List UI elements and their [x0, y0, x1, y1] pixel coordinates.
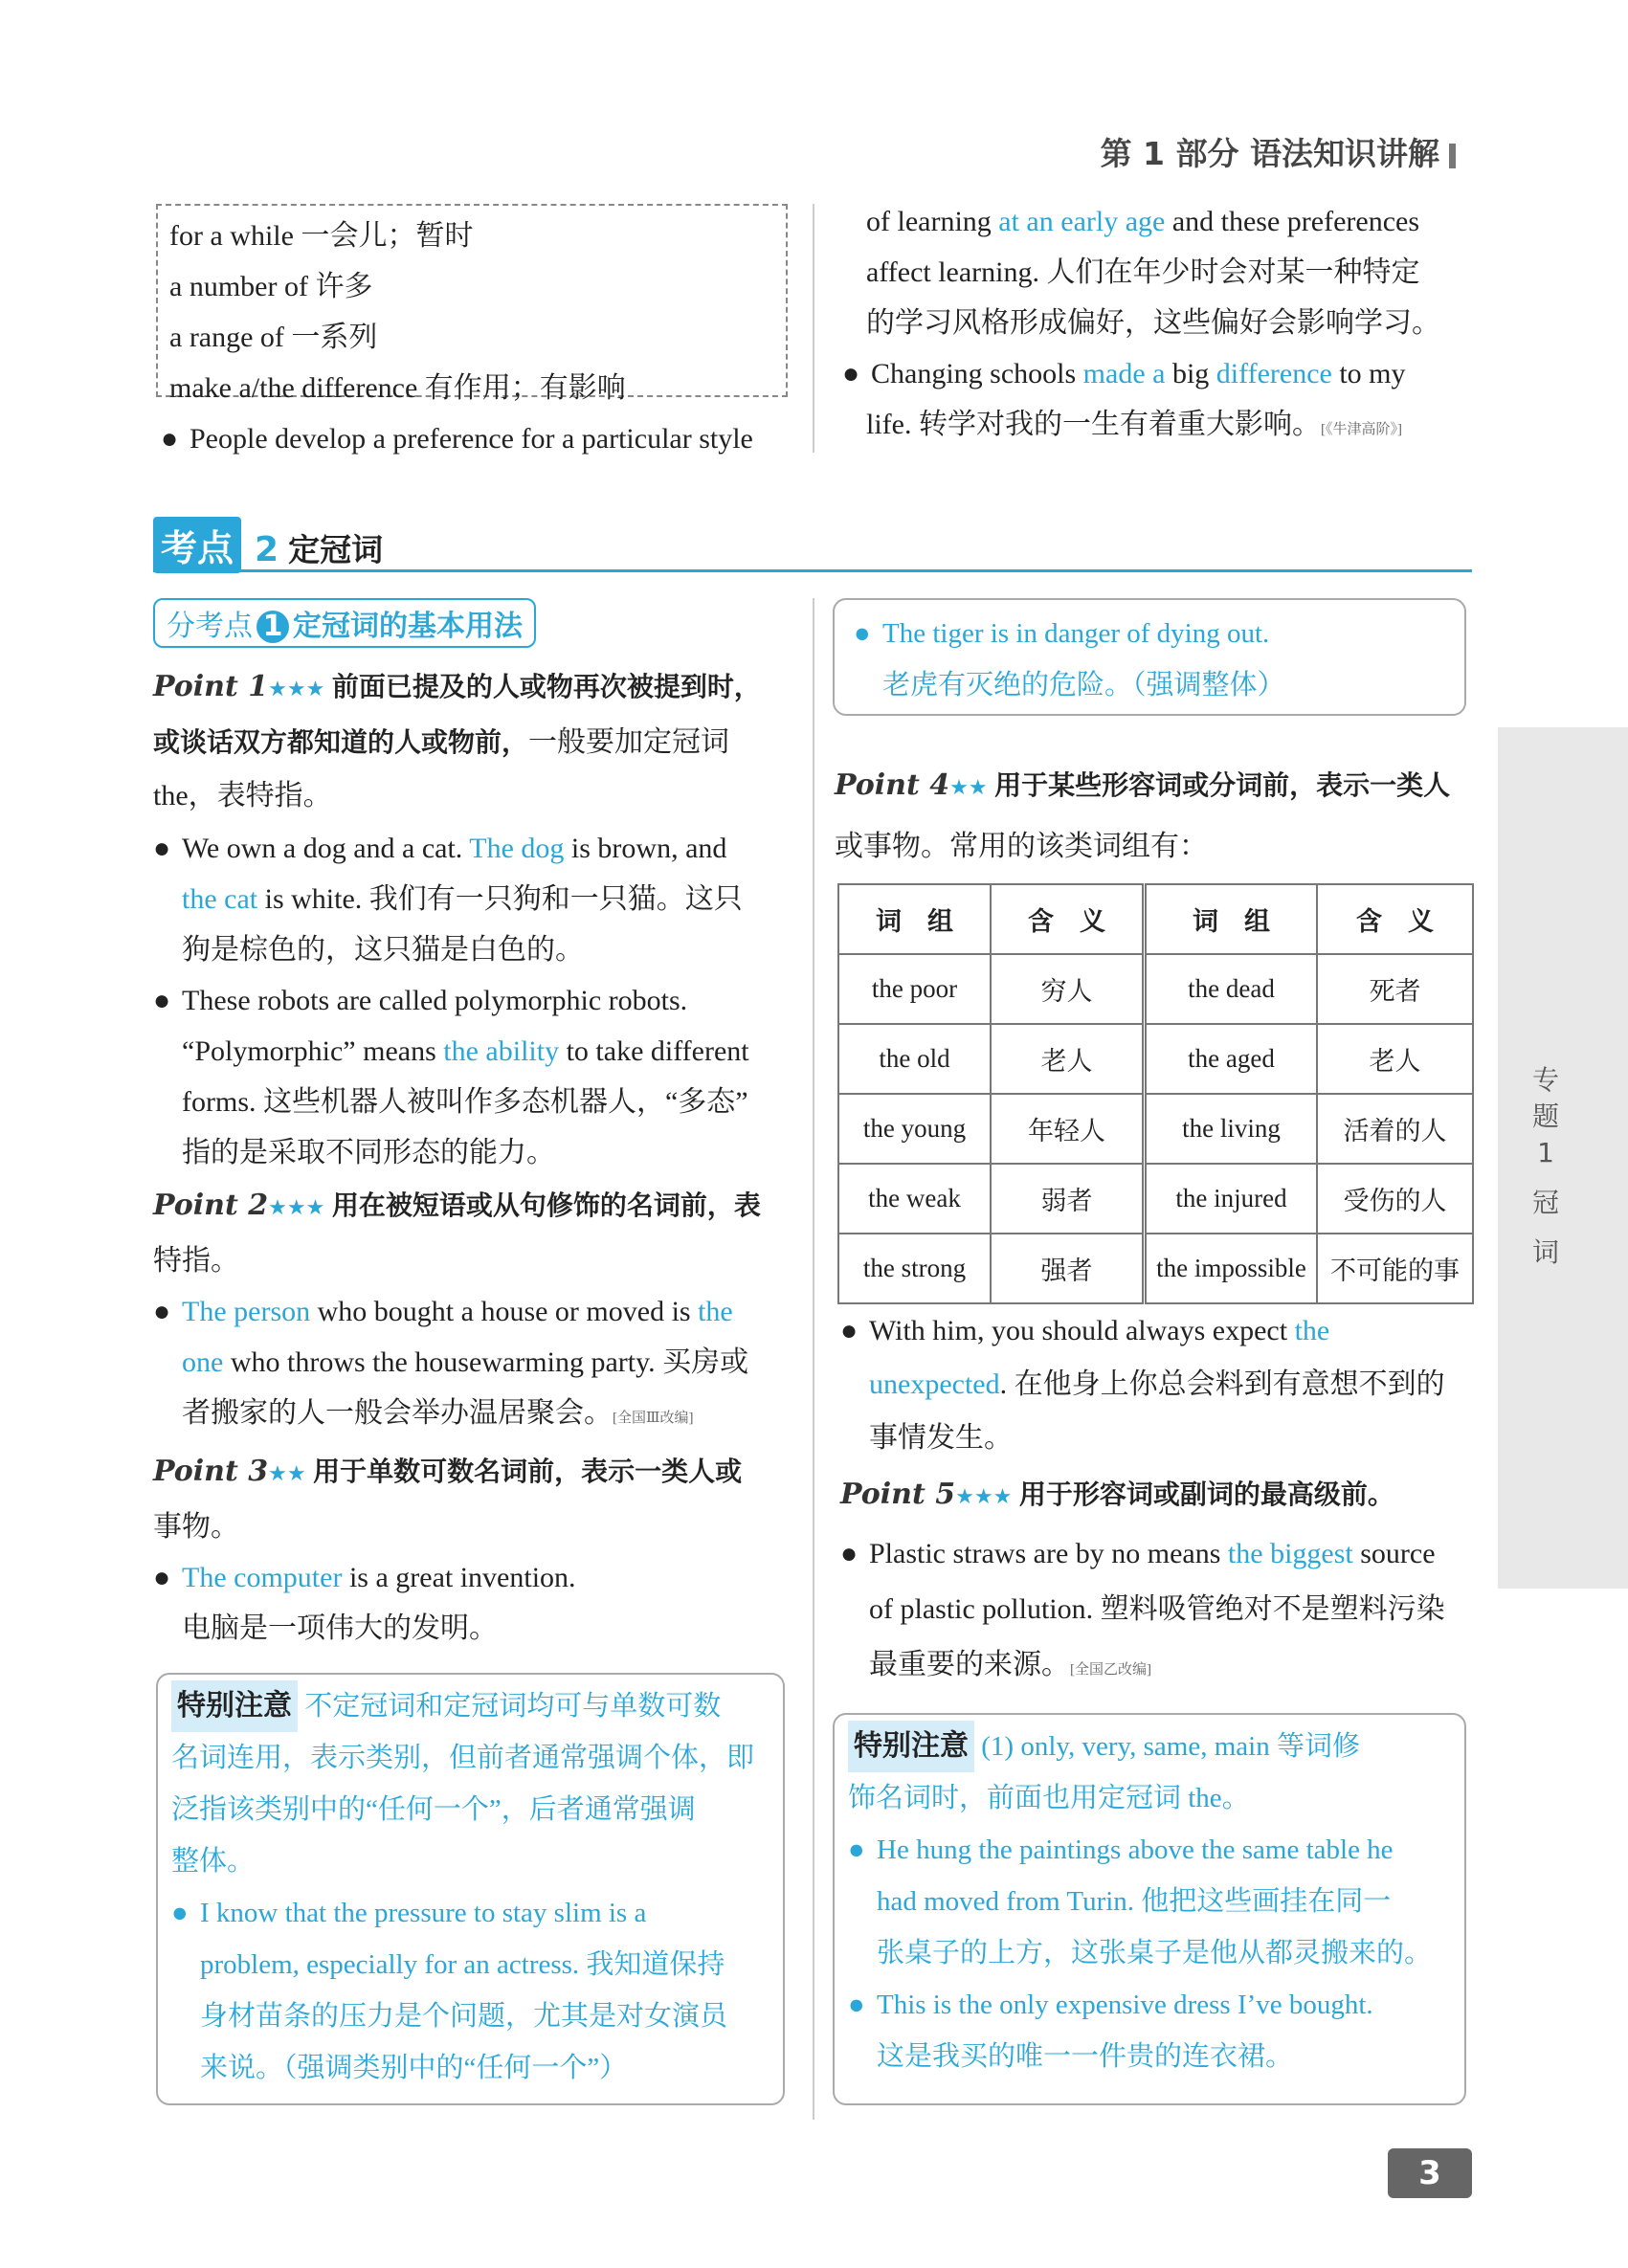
- point-1: Point 1★★★ 前面已提及的人或物再次被提到时，: [153, 670, 761, 703]
- star-icon: ★★: [268, 1461, 306, 1485]
- tiger-box: ● The tiger is in danger of dying out. 老虎有灭绝的危险。（强调整体）: [833, 598, 1466, 716]
- section-header: [1101, 129, 1456, 174]
- note-tag: 特别注意: [171, 1680, 298, 1732]
- point-4-label: Point 4: [835, 768, 950, 802]
- kaodian-tag: 考点: [153, 517, 241, 573]
- example-person: ● The person who bought a house or moved is the: [153, 1296, 733, 1327]
- text-line: affect learning. 人们在年少时会对某一种特定: [866, 256, 1420, 288]
- text-line: 的学习风格形成偏好，这些偏好会影响学习。: [866, 307, 1440, 339]
- source-note: [全国Ⅲ改编]: [613, 1411, 694, 1426]
- note-box-2: 特别注意 (1) only, very, same, main 等词修 饰名词时，前面也用定冠词 the。 ● He hung the paintings above the same table he had moved from Turin. 他把这些画挂在同一 张桌子的上方，这张桌子是他从都灵搬来的。 ● This is the only expensive dress I’ve bought. 这是我买的唯一一件贵的连衣裙。: [833, 1713, 1466, 2105]
- page-number: 3: [1388, 2148, 1472, 2198]
- fenkaodian-heading: 分考点 1 定冠词的基本用法: [153, 598, 536, 648]
- right-column-lower: ● With him, you should always expect the unexpected. 在他身上你总会料到有意想不到的 事情发生。 Point 5★★★ 用于形容词或副词的最高级前。 ● Plastic straws are by no means the biggest source of plastic pollution. 塑料吸管绝对不是塑料污染 最重要的来源。[全国乙改编]: [840, 1304, 1472, 1698]
- point-5-label: Point 5: [840, 1478, 956, 1511]
- table-row: the young 年轻人 the living 活着的人: [838, 1094, 1473, 1164]
- example-straws: ● Plastic straws are by no means the biggest source: [840, 1538, 1436, 1569]
- left-column: Point 1★★★ 前面已提及的人或物再次被提到时， 或谈话双方都知道的人或物前，一般要加定冠词 the，表特指。 ● We own a dog and a cat. The dog is brown, and the cat is white. 我们有一只狗和一只猫。这只 狗是棕色的，这只猫是白色的。 ● These robots are called polymorphic robots. “Polymorphic” means the ability to take different forms. 这些机器人被叫作多态机器人，“多态” 指的是采取不同形态的能力。 Point 2★★★ 用在被短语或从句修饰的名词前，表 特指。 ● The person who bought a house or moved is the one who throws the housewarming party. 买房或 者搬家的人一般会举办温居聚会。[全国Ⅲ改编] Point 3★★ 用于单数可数名词前，表示一类人或 事物。 ● The computer is a great invention. 电脑是一项伟大的发明。: [153, 660, 790, 1654]
- table-row: the poor 穷人 the dead 死者: [838, 954, 1473, 1024]
- phrase-table: [837, 883, 1474, 1304]
- side-tab: [1498, 727, 1628, 1589]
- point-3-label: Point 3: [153, 1455, 269, 1488]
- point-3: Point 3★★ 用于单数可数名词前，表示一类人或: [153, 1455, 743, 1488]
- example-robots: ● These robots are called polymorphic robots.: [153, 985, 688, 1016]
- table-header-row: 词 组 含 义 词 组 含 义: [838, 884, 1473, 954]
- example-computer: ● The computer is a great invention.: [153, 1562, 576, 1593]
- header-title: 第 1 部分 语法知识讲解: [1100, 135, 1439, 172]
- example-unexpected: ● With him, you should always expect the: [840, 1315, 1330, 1346]
- table-row: the strong 强者 the impossible 不可能的事: [838, 1234, 1473, 1303]
- heading-rule: [153, 569, 1472, 572]
- source-note: [《牛津高阶》]: [1320, 422, 1402, 437]
- note-tag: 特别注意: [848, 1721, 974, 1772]
- point-4: Point 4★★ 用于某些形容词或分词前，表示一类人 或事物。常用的该类词组有：: [835, 768, 1451, 862]
- vocab-item: for a while 一会儿；暂时: [169, 220, 474, 252]
- point-2: Point 2★★★ 用在被短语或从句修饰的名词前，表: [153, 1189, 761, 1222]
- star-icon: ★★: [949, 775, 988, 799]
- text-line: of learning at an early age and these preferences: [866, 206, 1420, 237]
- point-5: Point 5★★★ 用于形容词或副词的最高级前。: [840, 1478, 1394, 1511]
- point-1-label: Point 1: [153, 670, 269, 703]
- vocab-item: make a/the difference 有作用；有影响: [169, 372, 626, 404]
- vocab-item: a number of 许多: [169, 271, 373, 302]
- star-icon: ★★★: [268, 677, 325, 700]
- table-row: the old 老人 the aged 老人: [838, 1024, 1473, 1094]
- side-tab-label: 专 题 1 冠 词: [1531, 1064, 1559, 1268]
- vocab-item: a range of 一系列: [169, 322, 378, 353]
- kaodian-title: 定冠词: [288, 531, 384, 568]
- column-divider-top: [813, 204, 814, 453]
- column-divider-main: [813, 598, 814, 2120]
- text-line: life. 转学对我的一生有着重大影响。[《牛津高阶》]: [866, 409, 1402, 440]
- kaodian-heading: [153, 517, 383, 573]
- example-changing-schools: ● Changing schools made a big difference to my: [842, 358, 1406, 389]
- star-icon: ★★★: [955, 1484, 1013, 1508]
- star-icon: ★★★: [268, 1195, 325, 1219]
- example-preference: ● People develop a preference for a particular style: [161, 423, 753, 455]
- source-note: [全国乙改编]: [1070, 1662, 1151, 1678]
- example-dog-cat: ● We own a dog and a cat. The dog is brown, and: [153, 833, 727, 864]
- top-right-text: [842, 196, 1472, 456]
- kaodian-number: 2: [255, 530, 279, 569]
- table-row: the weak 弱者 the injured 受伤的人: [838, 1164, 1473, 1234]
- note-box-1: 特别注意 不定冠词和定冠词均可与单数可数 名词连用，表示类别，但前者通常强调个体，即 泛指该类别中的“任何一个”，后者通常强调 整体。 ● I know that the pressure to stay slim is a problem, especially for an actress. 我知道保持 身材苗条的压力是个问题，尤其是对女演员 来说。（强调类别中的“任何一个”）: [156, 1673, 785, 2105]
- point-2-label: Point 2: [153, 1189, 269, 1222]
- vocab-box: [156, 204, 788, 404]
- header-bar: [1449, 144, 1456, 168]
